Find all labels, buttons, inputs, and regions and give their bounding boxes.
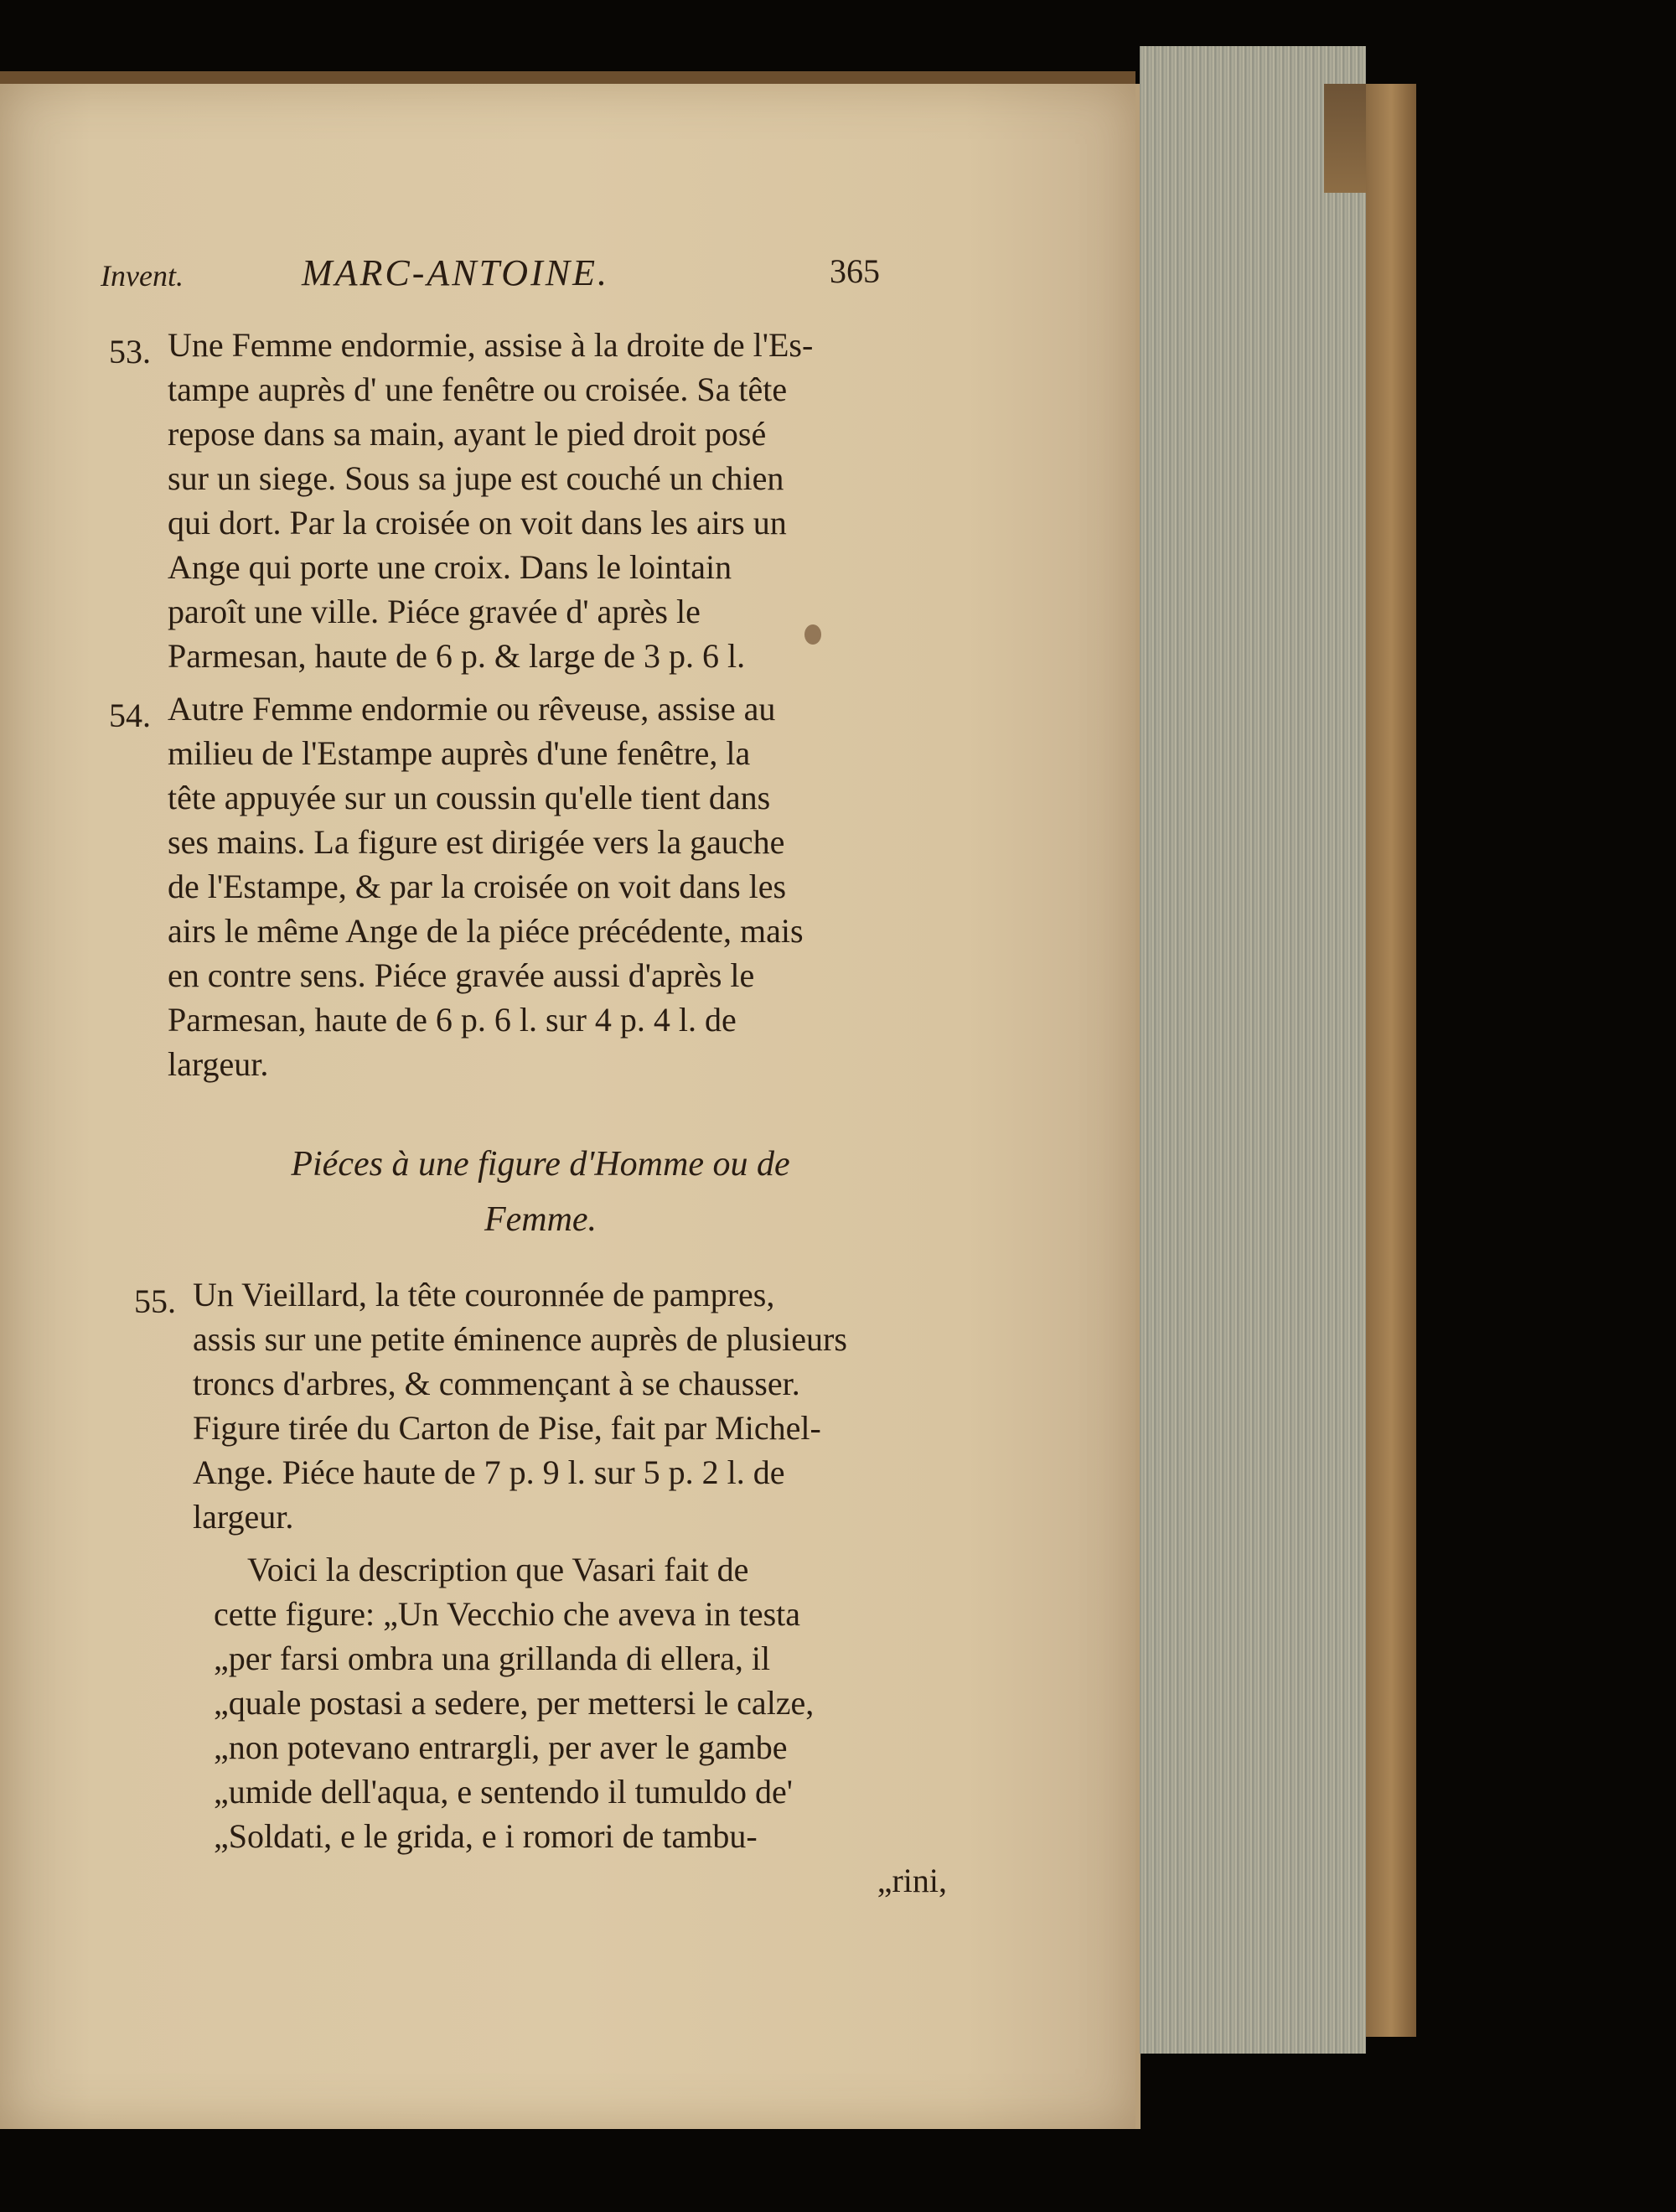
quote-line: Voici la description que Vasari fait de [247, 1551, 749, 1588]
entry-line: repose dans sa main, ayant le pied droit posé [168, 415, 767, 453]
entry-line: largeur. [193, 1498, 294, 1536]
entry-53 [101, 323, 947, 678]
section-heading-line: Piéces à une figure d'Homme ou de [291, 1145, 790, 1184]
entry-line: Un Vieillard, la tête couronnée de pampres, [193, 1276, 775, 1313]
quote-line: „per farsi ombra una grillanda di ellera, il [214, 1640, 771, 1677]
entry-line: en contre sens. Piéce gravée aussi d'après le [168, 956, 755, 994]
entry-54 [101, 686, 947, 1086]
margin-note: Invent. [101, 259, 184, 293]
catchword: „rini, [877, 1862, 947, 1899]
entry-line: Ange. Piéce haute de 7 p. 9 l. sur 5 p. 2 l. de [193, 1453, 785, 1491]
entry-55 [101, 1272, 947, 1539]
entry-line: Parmesan, haute de 6 p. 6 l. sur 4 p. 4 l. de [168, 1001, 737, 1039]
entry-line: Figure tirée du Carton de Pise, fait par Michel- [193, 1409, 821, 1447]
quote-line: „quale postasi a sedere, per mettersi le calze, [214, 1684, 815, 1722]
book-binding [1366, 84, 1416, 2037]
entry-number: 53. [109, 333, 151, 370]
entry-line: tête appuyée sur un coussin qu'elle tient dans [168, 779, 771, 816]
section-heading-line: Femme. [484, 1200, 597, 1239]
entry-line: Parmesan, haute de 6 p. & large de 3 p. 6 l. [168, 637, 746, 675]
entry-line: paroît une ville. Piéce gravée d' après le [168, 593, 701, 630]
entry-number: 54. [109, 697, 151, 734]
entry-line: milieu de l'Estampe auprès d'une fenêtre, la [168, 734, 751, 772]
entry-line: sur un siege. Sous sa jupe est couché un chien [168, 459, 784, 497]
entry-line: tampe auprès d' une fenêtre ou croisée. Sa tête [168, 370, 788, 408]
page-number: 365 [830, 252, 880, 290]
entry-line: Autre Femme endormie ou rêveuse, assise au [168, 690, 776, 728]
entry-line: largeur. [168, 1045, 269, 1083]
quote-line: „Soldati, e le grida, e i romori de tambu- [214, 1817, 758, 1855]
entry-line: ses mains. La figure est dirigée vers la gauche [168, 823, 785, 861]
entry-line: airs le même Ange de la piéce précédente, mais [168, 912, 804, 950]
quote-line: „non potevano entrargli, per aver le gambe [214, 1728, 788, 1766]
entry-line: qui dort. Par la croisée on voit dans les airs un [168, 504, 787, 541]
section-heading [134, 1137, 947, 1247]
quote-line: „umide dell'aqua, e sentendo il tumuldo de' [214, 1773, 793, 1811]
page-edges [1140, 46, 1366, 2054]
entry-line: troncs d'arbres, & commençant à se chausser. [193, 1365, 800, 1402]
quote-line: cette figure: „Un Vecchio che aveva in testa [214, 1595, 801, 1633]
page-header [101, 251, 947, 302]
entry-line: Une Femme endormie, assise à la droite de l'Es- [168, 326, 814, 364]
vasari-quote [101, 1547, 947, 1903]
entry-line: Ange qui porte une croix. Dans le lointain [168, 548, 732, 586]
page-text [101, 323, 947, 1903]
entry-line: de l'Estampe, & par la croisée on voit dans les [168, 868, 787, 905]
running-title: MARC-ANTOINE. [302, 252, 609, 293]
entry-number: 55. [134, 1282, 176, 1320]
entry-line: assis sur une petite éminence auprès de plusieurs [193, 1320, 847, 1358]
